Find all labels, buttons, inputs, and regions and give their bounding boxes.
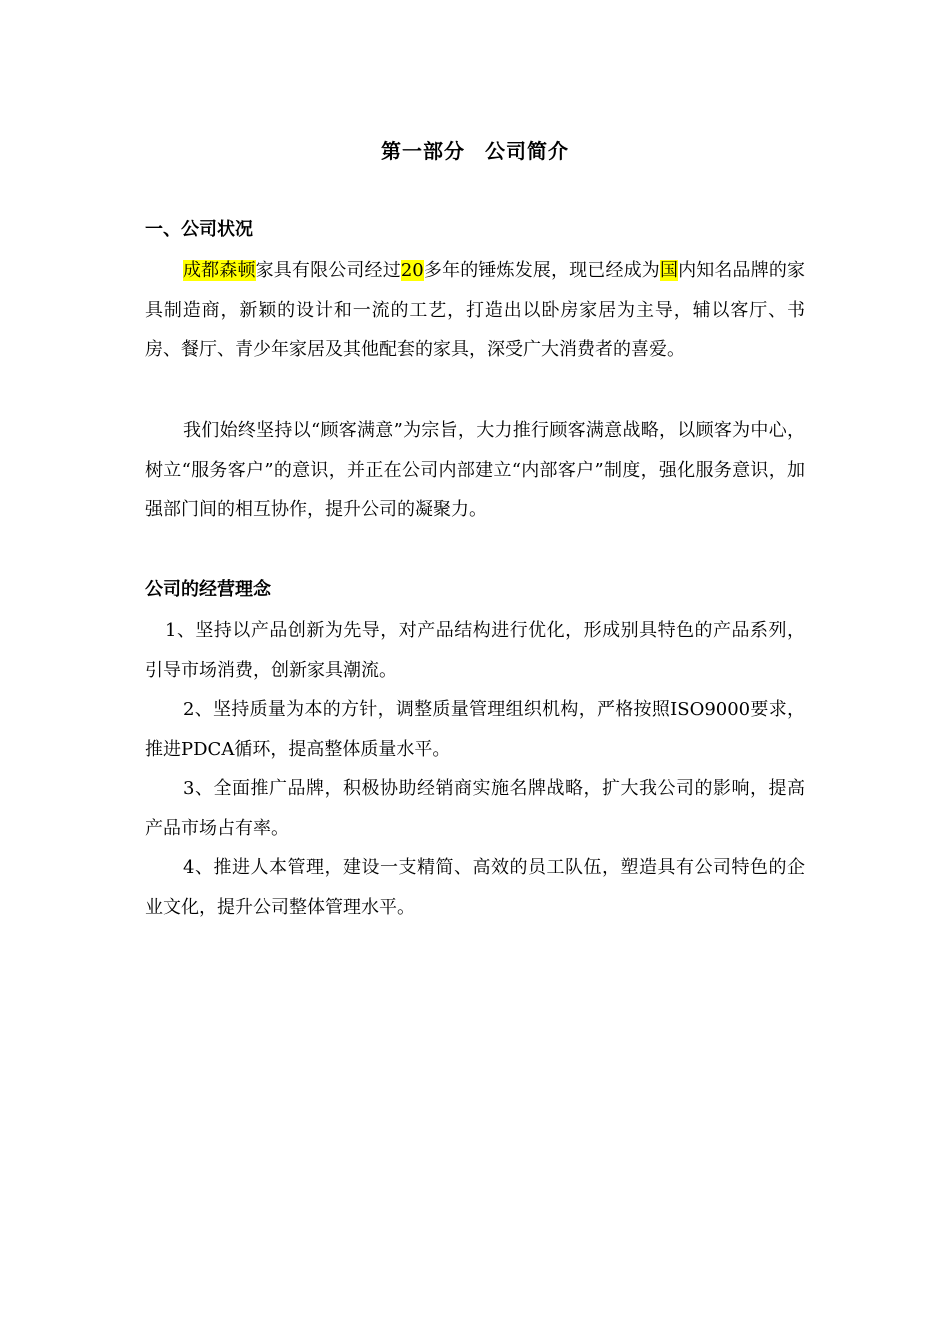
philosophy-item-3: 3、全面推广品牌，积极协助经销商实施名牌战略，扩大我公司的影响，提高产品市场占有率。: [145, 778, 805, 839]
section-heading-business-philosophy: 公司的经营理念: [145, 579, 271, 600]
paragraph-text: 家具有限公司经过: [255, 260, 401, 281]
company-status-paragraph-2: 我们始终坚持以“顾客满意”为宗旨，大力推行顾客满意战略，以顾客为中心，树立“服务客户”的意识，并正在公司内部建立“内部客户”制度，强化服务意识，加强部门间的相互协作，提升公司的凝聚力。: [145, 420, 805, 520]
title-part-one: 第一部分: [381, 139, 465, 163]
philosophy-item-1: 1、坚持以产品创新为先导，对产品结构进行优化，形成别具特色的产品系列，引导市场消费，创新家具潮流。: [145, 620, 805, 681]
section-heading-company-status: 一、公司状况: [145, 219, 253, 240]
company-status-paragraph-1: [145, 251, 805, 370]
page-title: [145, 136, 805, 166]
paragraph-text: 内知名品牌的家具制造商，新颖的设计和一流的工艺，打造出以卧房家居为主导，辅以客厅、书房、餐厅、青少年家居及其他配套的家具，深受广大消费者的喜爱。: [145, 260, 806, 360]
philosophy-item-4: 4、推进人本管理，建设一支精简、高效的员工队伍，塑造具有公司特色的企业文化，提升公司整体管理水平。: [145, 857, 805, 918]
highlight-country: 国: [659, 260, 679, 281]
highlight-years: 20: [400, 260, 424, 281]
highlight-company-name: 成都森顿: [183, 260, 256, 281]
philosophy-item-2: 2、坚持质量为本的方针，调整质量管理组织机构，严格按照ISO9000要求，推进PDCA循环，提高整体质量水平。: [145, 699, 805, 760]
paragraph-text: 多年的锤炼发展，现已经成为: [423, 260, 660, 281]
title-part-two: 公司简介: [485, 139, 569, 163]
